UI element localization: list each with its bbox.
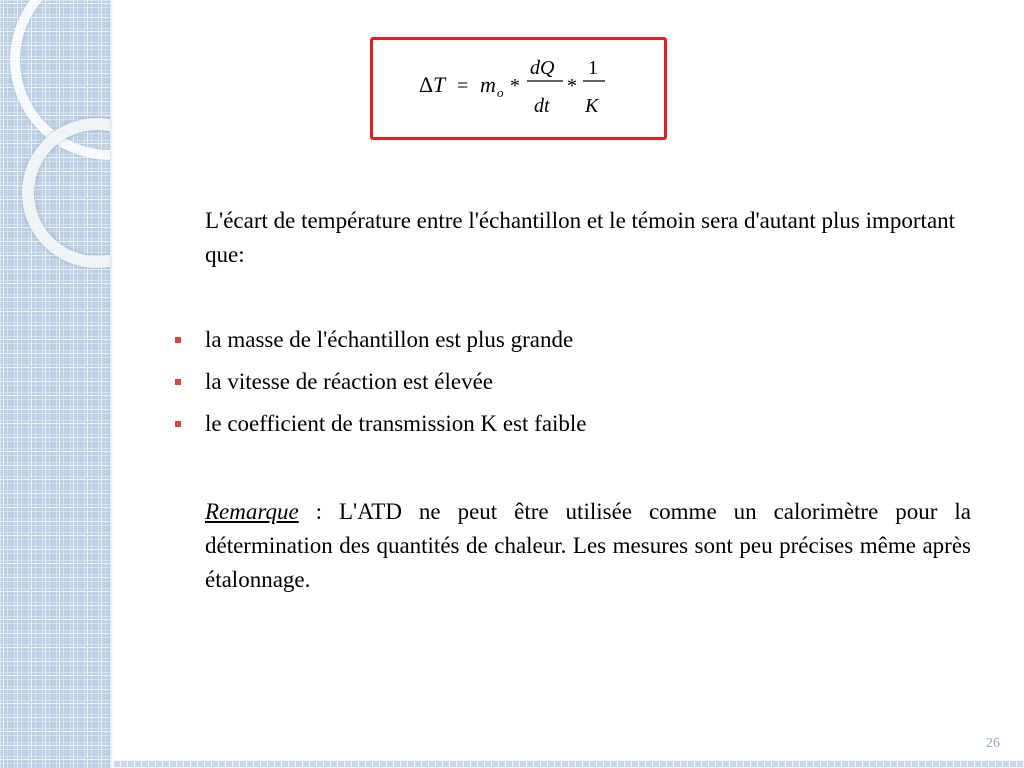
formula-temperature: T <box>433 72 446 97</box>
formula-numerator-one: 1 <box>588 57 598 79</box>
page-number: 26 <box>986 736 1000 751</box>
formula-equals: = <box>457 75 469 97</box>
list-item <box>171 407 587 449</box>
formula-times-2: * <box>567 75 577 97</box>
bullet-square-icon <box>175 421 181 427</box>
formula-mass: m <box>480 72 496 97</box>
decorative-ring-mask <box>113 0 313 320</box>
side-panel-edge <box>110 0 113 768</box>
formula-box <box>370 37 667 140</box>
list-item-text: la vitesse de réaction est élevée <box>205 369 493 394</box>
formula-denominator-k: K <box>585 95 599 117</box>
remark-label: Remarque <box>205 499 299 524</box>
intro-paragraph: L'écart de température entre l'échantillon et le témoin sera d'autant plus important que: <box>205 208 956 267</box>
decorative-bottom-strip <box>113 760 1024 768</box>
formula-delta: Δ <box>419 72 434 97</box>
formula-mass-subscript: o <box>497 85 504 100</box>
list-item <box>171 365 587 407</box>
formula-denominator-dt: dt <box>534 95 550 117</box>
list-item-text: le coefficient de transmission K est faible <box>205 411 587 436</box>
formula-times-1: * <box>510 75 520 97</box>
bullet-square-icon <box>175 379 181 385</box>
remark-text: : L'ATD ne peut être utilisée comme un calorimètre pour la détermination des quantités de chaleur. Les mesures sont peu précises même après étalonnage. <box>205 499 971 592</box>
criteria-list <box>171 323 587 449</box>
list-item-text: la masse de l'échantillon est plus grande <box>205 327 574 352</box>
list-item <box>171 323 587 365</box>
formula-numerator-dq: dQ <box>530 57 555 79</box>
remark-paragraph <box>205 495 971 597</box>
formula-equation <box>373 40 664 137</box>
bullet-square-icon <box>175 337 181 343</box>
